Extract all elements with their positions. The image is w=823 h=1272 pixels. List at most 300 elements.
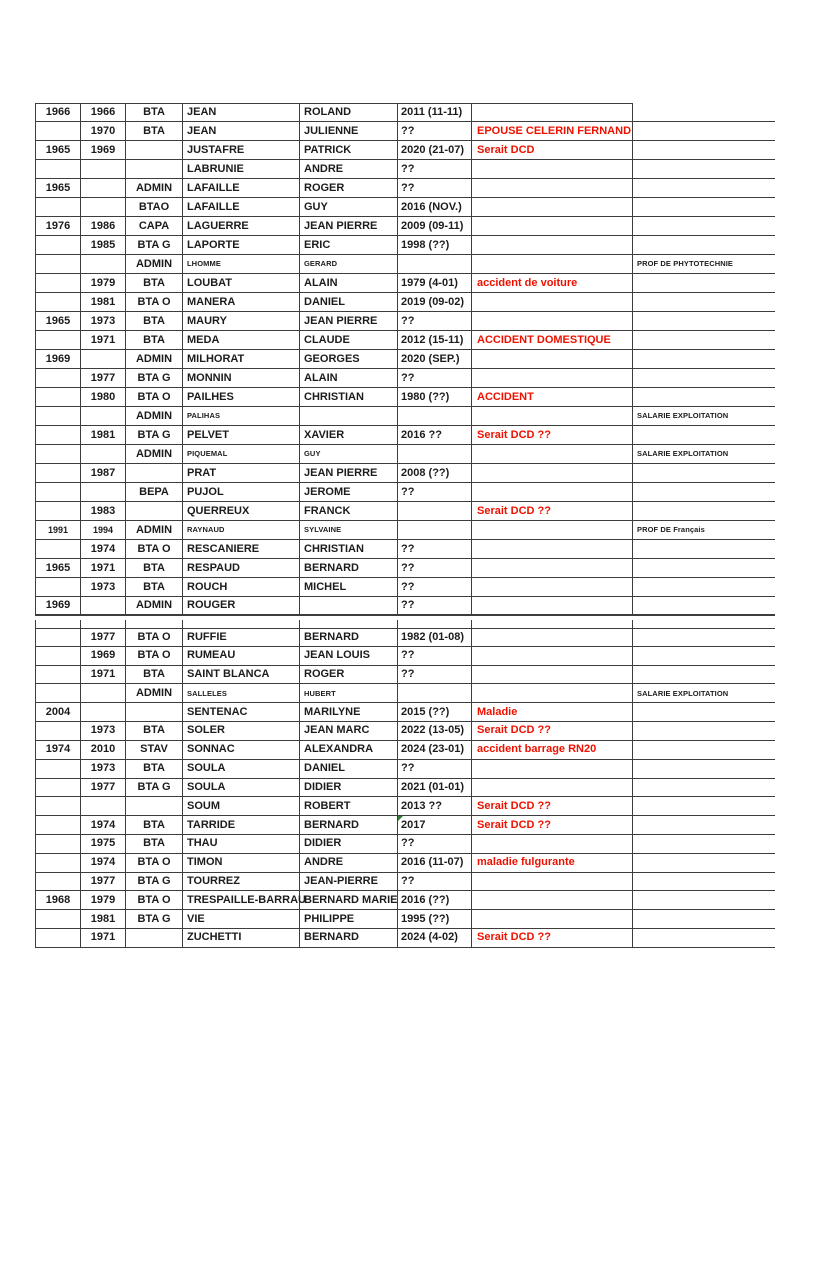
cell-death [398,502,472,521]
cell-value: 2017 [401,818,426,831]
cell-first-name [300,369,398,388]
cell-note-right [633,741,775,760]
cell-value: PATRICK [304,143,352,156]
cell-death [398,274,472,293]
cell-value: 1974 [45,743,71,756]
cell-year2 [81,483,126,502]
cell-value: ACCIDENT DOMESTIQUE [477,333,611,346]
cell-value: JULIENNE [304,124,359,137]
cell-year2 [81,760,126,779]
cell-first-name [300,540,398,559]
cell-diploma [126,666,183,685]
cell-note-right [633,666,775,685]
cell-value: RAYNAUD [187,525,225,535]
cell-first-name [300,483,398,502]
cell-last-name [183,873,300,892]
cell-value: 1981 [90,912,116,925]
cell-death [398,597,472,616]
cell-value: ACCIDENT [477,390,534,403]
cell-value: Serait DCD [477,143,535,156]
cell-value: 1971 [90,333,116,346]
column-border-tick [80,620,81,628]
cell-diploma [126,103,183,122]
cell-death [398,666,472,685]
cell-value: ?? [401,561,415,574]
cell-diploma [126,597,183,616]
cell-year1 [36,521,81,540]
cell-value: SENTENAC [187,705,248,718]
cell-death [398,445,472,464]
cell-value: BTA G [137,780,171,793]
cell-first-name [300,350,398,369]
cell-note-right [633,369,775,388]
cell-value: BTA [143,724,165,737]
cell-year1 [36,255,81,274]
cell-first-name [300,722,398,741]
cell-value: 1981 [90,295,116,308]
column-border-tick [182,620,183,628]
cell-diploma [126,160,183,179]
cell-year2 [81,703,126,722]
cell-last-name [183,722,300,741]
cell-first-name [300,647,398,666]
cell-year1 [36,760,81,779]
cell-death [398,483,472,502]
cell-year1 [36,854,81,873]
cell-first-name [300,910,398,929]
cell-value: 1968 [45,893,71,906]
cell-value: ROBERT [304,799,351,812]
cell-note-right [633,217,775,236]
cell-first-name [300,464,398,483]
cell-value: LABRUNIE [187,162,244,175]
cell-note-right [633,122,775,141]
cell-note-right [633,141,775,160]
cell-death [398,722,472,741]
cell-value: ADMIN [135,352,173,365]
cell-death [398,521,472,540]
cell-note-red [472,929,633,948]
cell-value: GEORGES [304,352,360,365]
cell-note-red [472,312,633,331]
cell-value: ADMIN [135,523,173,536]
cell-value: 1994 [92,524,114,535]
cell-value: accident barrage RN20 [477,743,597,756]
cell-note-red [472,369,633,388]
cell-death [398,703,472,722]
cell-year2 [81,628,126,647]
cell-year1 [36,122,81,141]
cell-first-name [300,873,398,892]
cell-value: PROF DE Français [637,525,705,535]
cell-value: STAV [140,743,168,756]
cell-year2 [81,236,126,255]
cell-note-right [633,388,775,407]
cell-value: 2012 (15-11) [401,333,464,346]
cell-year2 [81,521,126,540]
cell-diploma [126,217,183,236]
cell-death [398,103,472,122]
cell-value: JEAN PIERRE [304,466,378,479]
cell-last-name [183,483,300,502]
cell-value: HUBERT [304,688,336,698]
cell-value: LAFAILLE [187,181,240,194]
cell-last-name [183,797,300,816]
cell-note-red [472,141,633,160]
cell-value: BTA [143,106,165,118]
table-row [36,929,775,948]
cell-last-name [183,647,300,666]
cell-value: 1998 (??) [401,238,450,251]
cell-year2 [81,464,126,483]
cell-value: CHRISTIAN [304,390,364,403]
cell-value: SOULA [187,762,226,775]
cell-note-red [472,122,633,141]
cell-value: DIDIER [304,837,342,850]
cell-value: 2020 (21-07) [401,143,464,156]
cell-value: LAPORTE [187,238,240,251]
cell-last-name [183,293,300,312]
cell-year2 [81,684,126,703]
cell-last-name [183,816,300,835]
cell-year2 [81,141,126,160]
cell-value: MICHEL [304,580,347,593]
table-row [36,331,775,350]
cell-first-name [300,445,398,464]
cell-year2 [81,741,126,760]
cell-diploma [126,331,183,350]
cell-value: 1974 [90,542,116,555]
cell-value: ADMIN [135,181,173,194]
cell-value: EPOUSE CELERIN FERNAND [477,124,632,137]
cell-value: RUMEAU [187,649,236,662]
cell-value: ?? [401,874,415,887]
cell-year2 [81,312,126,331]
cell-note-right [633,464,775,483]
cell-death [398,198,472,217]
cell-last-name [183,141,300,160]
cell-diploma [126,483,183,502]
cell-last-name [183,854,300,873]
cell-year1 [36,540,81,559]
cell-value: DANIEL [304,295,345,308]
cell-last-name [183,236,300,255]
cell-first-name [300,293,398,312]
cell-value: CAPA [138,219,170,232]
cell-value: PUJOL [187,485,224,498]
table-row [36,854,775,873]
cell-value: Serait DCD ?? [477,799,551,812]
cell-diploma [126,255,183,274]
cell-value: 1995 (??) [401,912,450,925]
cell-value: ROGER [304,181,345,194]
cell-value: JEAN LOUIS [304,649,371,662]
cell-value: ALAIN [304,371,338,384]
cell-value: FRANCK [304,504,351,517]
table-row [36,350,775,369]
cell-year2 [81,854,126,873]
cell-note-red [472,666,633,685]
cell-note-right [633,255,775,274]
cell-value: BERNARD MARIE [304,893,398,906]
cell-year1 [36,779,81,798]
cell-death [398,255,472,274]
cell-first-name [300,331,398,350]
cell-last-name [183,779,300,798]
cell-year2 [81,797,126,816]
cell-death [398,559,472,578]
cell-death [398,835,472,854]
cell-value: 1983 [90,504,116,517]
cell-value: SALARIE EXPLOITATION [637,411,729,421]
cell-year2 [81,122,126,141]
cell-year2 [81,293,126,312]
cell-diploma [126,293,183,312]
cell-value: 2010 [90,743,116,756]
cell-note-right [633,521,775,540]
cell-last-name [183,521,300,540]
cell-diploma [126,703,183,722]
cell-first-name [300,141,398,160]
table-row [36,597,775,616]
table-row [36,179,775,198]
cell-value: BTA [143,333,165,346]
cell-value: PIQUEMAL [187,449,228,459]
cell-last-name [183,684,300,703]
cell-note-red [472,388,633,407]
cell-note-right [633,816,775,835]
cell-value: 1987 [90,466,116,479]
cell-value: ?? [401,762,415,775]
cell-note-red [472,578,633,597]
cell-value: 1977 [90,780,116,793]
cell-value: GUY [304,449,321,459]
cell-year1 [36,741,81,760]
cell-value: MEDA [187,333,220,346]
cell-diploma [126,741,183,760]
cell-year1 [36,293,81,312]
cell-first-name [300,559,398,578]
cell-death [398,647,472,666]
cell-first-name [300,103,398,122]
cell-diploma [126,684,183,703]
cell-note-red [472,255,633,274]
cell-value: PELVET [187,428,229,441]
cell-first-name [300,122,398,141]
cell-value: ERIC [304,238,331,251]
cell-death [398,179,472,198]
cell-year1 [36,666,81,685]
cell-value: ROLAND [304,106,352,118]
cell-value: PAILHES [187,390,234,403]
cell-note-red [472,160,633,179]
cell-first-name [300,578,398,597]
cell-diploma [126,628,183,647]
cell-value: SALLELES [187,688,227,698]
cell-note-right [633,910,775,929]
cell-last-name [183,312,300,331]
cell-value: 1975 [90,837,116,850]
cell-last-name [183,760,300,779]
cell-note-red [472,198,633,217]
cell-value: 2019 (09-02) [401,295,464,308]
cell-value: maladie fulgurante [477,856,575,869]
cell-year1 [36,684,81,703]
table-row [36,666,775,685]
cell-value: DIDIER [304,780,342,793]
cell-value: RESPAUD [187,561,240,574]
cell-value: BTA G [137,238,171,251]
cell-year1 [36,464,81,483]
cell-death [398,910,472,929]
cell-year2 [81,835,126,854]
cell-diploma [126,873,183,892]
cell-note-right [633,597,775,616]
cell-value: ZUCHETTI [187,931,242,944]
page-break-ticks [35,620,774,628]
cell-death [398,741,472,760]
cell-year2 [81,873,126,892]
table-row [36,540,775,559]
cell-value: JEAN PIERRE [304,314,378,327]
cell-value: ADMIN [135,447,173,460]
table-section-2 [35,628,775,948]
cell-value: BERNARD [304,630,359,643]
cell-year2 [81,160,126,179]
cell-death [398,578,472,597]
table-row [36,103,775,122]
cell-year1 [36,628,81,647]
cell-value: 1974 [90,818,116,831]
cell-year1 [36,873,81,892]
cell-last-name [183,597,300,616]
cell-year2 [81,350,126,369]
cell-year1 [36,160,81,179]
cell-year1 [36,597,81,616]
cell-death [398,540,472,559]
table-row [36,779,775,798]
cell-first-name [300,407,398,426]
cell-note-right [633,103,775,122]
table-row [36,741,775,760]
column-border-tick [397,620,398,628]
cell-value: 1973 [90,580,116,593]
cell-year2 [81,331,126,350]
cell-death [398,628,472,647]
cell-value: PROF DE PHYTOTECHNIE [637,259,734,269]
table-row [36,312,775,331]
cell-value: VIE [187,912,205,925]
cell-year2 [81,426,126,445]
cell-last-name [183,103,300,122]
cell-last-name [183,369,300,388]
cell-value: BTA O [137,649,171,662]
cell-value: 1969 [45,599,71,611]
cell-note-red [472,540,633,559]
cell-value: 1980 (??) [401,390,450,403]
cell-death [398,388,472,407]
cell-value: JEAN [187,106,217,118]
cell-value: 1969 [90,649,116,662]
cell-year1 [36,312,81,331]
cell-value: 1979 [90,276,116,289]
cell-first-name [300,628,398,647]
cell-year2 [81,255,126,274]
cell-year1 [36,369,81,388]
table-row [36,559,775,578]
cell-year1 [36,502,81,521]
cell-note-red [472,331,633,350]
cell-year1 [36,407,81,426]
column-border-tick [471,620,472,628]
cell-value: 2011 (11-11) [401,106,463,118]
cell-diploma [126,760,183,779]
cell-note-right [633,236,775,255]
cell-last-name [183,628,300,647]
cell-death [398,293,472,312]
cell-diploma [126,722,183,741]
cell-value: 1969 [90,143,116,156]
cell-value: PHILIPPE [304,912,355,925]
cell-year2 [81,597,126,616]
cell-year2 [81,647,126,666]
cell-year1 [36,647,81,666]
cell-note-right [633,160,775,179]
cell-value: BTA [143,580,165,593]
table-row [36,835,775,854]
cell-value: TOURREZ [187,874,240,887]
cell-year2 [81,910,126,929]
cell-value: CHRISTIAN [304,542,364,555]
column-border-tick [299,620,300,628]
table-row [36,445,775,464]
cell-note-right [633,647,775,666]
cell-first-name [300,891,398,910]
cell-note-red [472,597,633,616]
cell-value: BTA G [137,912,171,925]
cell-note-red [472,910,633,929]
cell-year2 [81,559,126,578]
cell-value: ?? [401,542,415,555]
cell-value: 1973 [90,762,116,775]
cell-note-right [633,502,775,521]
cell-first-name [300,684,398,703]
cell-value: Serait DCD ?? [477,818,551,831]
cell-note-red [472,407,633,426]
cell-year2 [81,179,126,198]
cell-value: 1982 (01-08) [401,630,464,643]
cell-last-name [183,891,306,910]
cell-last-name [183,274,300,293]
cell-last-name [183,540,300,559]
cell-note-red [472,350,633,369]
cell-first-name [300,521,398,540]
cell-note-right [633,703,775,722]
cell-year1 [36,891,81,910]
cell-last-name [183,559,300,578]
table-row [36,141,775,160]
cell-note-red [472,293,633,312]
cell-value: ADMIN [135,686,173,699]
cell-first-name [300,779,398,798]
cell-note-red [472,236,633,255]
cell-value: BTA [143,124,165,137]
cell-death [398,464,472,483]
cell-value: 2008 (??) [401,466,450,479]
cell-value: SONNAC [187,743,235,756]
cell-value: 1981 [90,428,116,441]
cell-value: JEROME [304,485,351,498]
